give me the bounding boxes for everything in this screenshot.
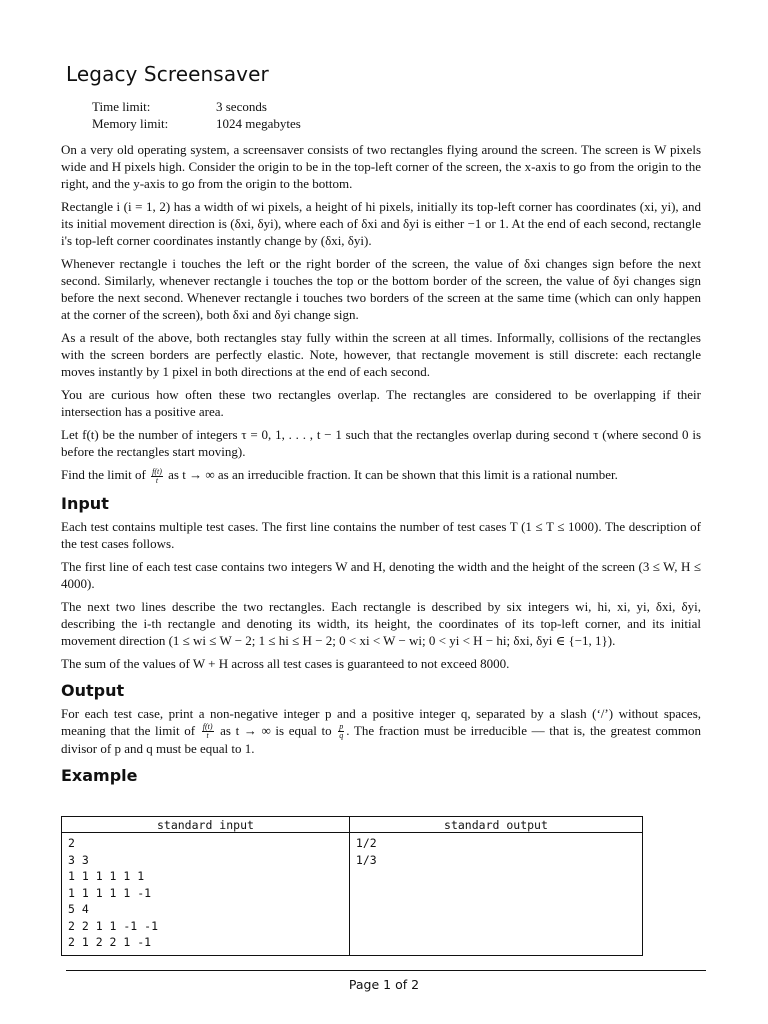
output-text-a: For each test case, print a non-negative integer p and a positive integer q, separated by a slash (‘/’) without spaces, meaning that the limit of (61, 705, 701, 738)
statement-paragraph: You are curious how often these two rectangles overlap. The rectangles are considered to be overlapping if their intersection has a positive area. (61, 387, 701, 419)
sample-input-line: 2 2 1 1 -1 -1 (68, 918, 159, 933)
limit-text-a: Find the limit of (61, 467, 146, 482)
fraction-ft-over-t (151, 468, 163, 485)
example-table (61, 816, 643, 956)
statement-paragraph: As a result of the above, both rectangles stay fully within the screen at all times. Informally, collisions of the rectangles with the screen borders are perfectly elastic. Note, however, that rectangle movement is still discrete: each rectangle moves instantly by 1 pixel in both directions at the end of each second. (61, 330, 701, 379)
problem-title: Legacy Screensaver (66, 62, 269, 86)
sample-input-line: 2 (68, 836, 75, 850)
limits-block (92, 98, 301, 132)
input-heading: Input (61, 493, 109, 513)
memory-limit-row (92, 115, 301, 132)
sample-output-line: 1/3 (355, 852, 377, 867)
statement-paragraph: Let f(t) be the number of integers τ = 0, 1, . . . , t − 1 such that the rectangles overlap during second τ (where second 0 is before the rectangles start moving). (61, 427, 701, 459)
input-paragraph: The next two lines describe the two rectangles. Each rectangle is described by six integers wi, hi, xi, yi, δxi, δyi, describing the i-th rectangle and denoting its width, its height, the coordinates of its top-left corner, and its initial movement direction (1 ≤ wi ≤ W − 2; 1 ≤ hi ≤ H − 2; 0 < xi < W − wi; 0 < yi < H − hi; δxi, δyi ∈ {−1, 1}). (61, 598, 701, 648)
fraction-denominator: q (339, 731, 344, 741)
sample-input-line: 3 3 (68, 852, 89, 867)
sample-output-cell (349, 833, 642, 956)
sample-input-cell (62, 833, 350, 956)
time-limit-row (92, 98, 301, 115)
limit-text-b: as t → ∞ as an irreducible fraction. It can be shown that this limit is a rational number. (168, 467, 618, 482)
fraction-p-over-q (338, 723, 344, 740)
output-column-header: standard output (349, 817, 642, 833)
statement-paragraph: On a very old operating system, a screensaver consists of two rectangles flying around the screen. The screen is W pixels wide and H pixels high. Consider the origin to be in the top-left corner of the screen, the x-axis to go from the origin to the right, and the y-axis to go from the origin to the bottom. (61, 142, 701, 191)
page-number: Page 1 of 2 (348, 977, 420, 992)
sample-input-line: 2 1 2 2 1 -1 (68, 935, 152, 949)
time-limit-label: Time limit: (92, 99, 151, 114)
sample-input-line: 1 1 1 1 1 1 (68, 869, 145, 883)
fraction-numerator: f(t) (152, 466, 162, 476)
sample-input-line: 1 1 1 1 1 -1 (68, 885, 152, 900)
output-paragraph (61, 705, 701, 758)
input-paragraph: The first line of each test case contains two integers W and H, denoting the width and the height of the screen (3 ≤ W, H ≤ 4000). (61, 558, 701, 591)
statement-paragraph: Rectangle i (i = 1, 2) has a width of wi pixels, a height of hi pixels, initially its top-left corner has coordinates (xi, yi), and its initial movement direction is (δxi, δyi), where each of δxi and δyi is either −1 or 1. At the end of each second, rectangle i's top-left corner coordinates instantly change by (δxi, δyi). (61, 199, 701, 248)
input-column-header: standard input (62, 817, 350, 833)
example-heading: Example (61, 766, 138, 786)
fraction-numerator: f(t) (202, 722, 213, 732)
output-text-c: . The fraction must be irreducible — that is, the greatest common divisor of p and q must be equal to 1. (61, 722, 702, 757)
statement-paragraph (61, 466, 701, 485)
time-limit-value: 3 seconds (216, 99, 267, 114)
output-heading: Output (61, 680, 125, 700)
statement-paragraph: Whenever rectangle i touches the left or the right border of the screen, the value of δxi changes sign before the next second. Similarly, whenever rectangle i touches the top or the bottom border of the screen, the value of δyi changes sign before the next second. Whenever rectangle i touches two borders of the screen at the same time (which can only happen at the corner of the screen), both δxi and δyi change sign. (61, 256, 701, 322)
memory-limit-value: 1024 megabytes (216, 116, 301, 131)
sample-input-line: 5 4 (68, 902, 89, 916)
output-text-b: as t → ∞ is equal to (220, 722, 332, 738)
input-paragraph: Each test contains multiple test cases. The first line contains the number of test cases T (1 ≤ T ≤ 1000). The description of the test cases follows. (61, 518, 701, 551)
statement-body (61, 141, 701, 790)
fraction-ft-over-t (202, 723, 214, 740)
memory-limit-label: Memory limit: (92, 116, 169, 131)
sample-output-line: 1/2 (355, 836, 377, 850)
fraction-denominator: t (206, 731, 209, 741)
fraction-numerator: p (339, 722, 344, 732)
footer-rule (66, 970, 706, 971)
input-paragraph: The sum of the values of W + H across all test cases is guaranteed to not exceed 8000. (61, 655, 510, 671)
fraction-denominator: t (155, 475, 159, 485)
